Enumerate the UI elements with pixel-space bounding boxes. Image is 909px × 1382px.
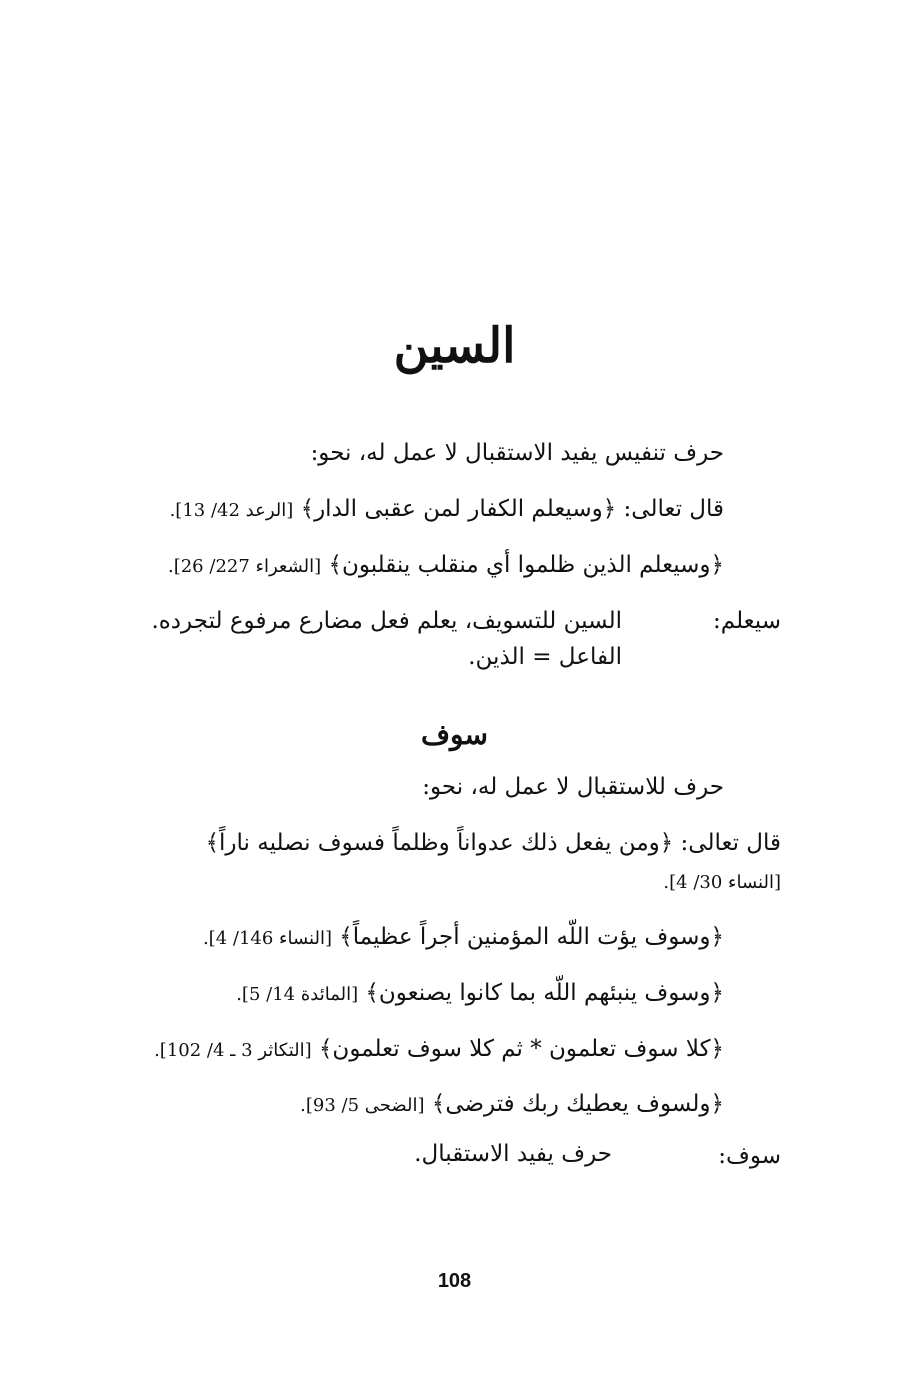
- example-line: [206, 830, 781, 858]
- gloss-text: حرف يفيد الاستقبال.: [414, 1141, 612, 1167]
- example-line: [168, 552, 724, 580]
- citation: [النساء 30/ 4].: [663, 872, 781, 893]
- example-line: [300, 1091, 724, 1119]
- example-text: ﴿كلا سوف تعلمون * ثم كلا سوف تعلمون﴾: [318, 1036, 724, 1062]
- section-title-seen: السين: [393, 318, 516, 374]
- section-intro-sawfa: حرف للاستقبال لا عمل له، نحو:: [422, 774, 724, 800]
- citation: [الشعراء 227/ 26].: [167, 556, 322, 577]
- section-intro-seen: حرف تنفيس يفيد الاستقبال لا عمل له، نحو:: [310, 440, 724, 466]
- example-text: قال تعالى: ﴿ومن يفعل ذلك عدواناً وظلماً فسوف نصليه ناراً﴾: [205, 830, 781, 856]
- example-text: ﴿وسيعلم الذين ظلموا أي منقلب ينقلبون﴾: [328, 552, 724, 578]
- example-text: قال تعالى: ﴿وسيعلم الكفار لمن عقبى الدار﴾: [300, 496, 724, 522]
- citation: [النساء 146/ 4].: [202, 928, 332, 949]
- gloss-term: سوف:: [718, 1143, 781, 1169]
- example-text: ﴿ولسوف يعطيك ربك فترضى﴾: [431, 1091, 724, 1117]
- citation: [التكاثر 3 ـ 4/ 102].: [154, 1040, 312, 1061]
- citation: [الرعد 42/ 13].: [169, 500, 294, 521]
- citation: [الضحى 5/ 93].: [300, 1095, 425, 1116]
- example-line: [154, 1036, 724, 1064]
- example-line: [203, 924, 724, 952]
- example-text: ﴿وسوف ينبئهم اللّه بما كانوا يصنعون﴾: [365, 980, 724, 1006]
- gloss-text: السين للتسويف، يعلم فعل مضارع مرفوع لتجرده. الفاعل = الذين.: [151, 608, 622, 670]
- page-number: 108: [437, 1270, 472, 1292]
- example-line: [236, 980, 724, 1008]
- example-line: [170, 496, 724, 524]
- gloss-term: سيعلم:: [713, 608, 781, 634]
- example-text: ﴿وسوف يؤت اللّه المؤمنين أجراً عظيماً﴾: [339, 924, 724, 950]
- section-title-sawfa: سوف: [421, 718, 488, 751]
- citation: [المائدة 14/ 5].: [236, 984, 359, 1005]
